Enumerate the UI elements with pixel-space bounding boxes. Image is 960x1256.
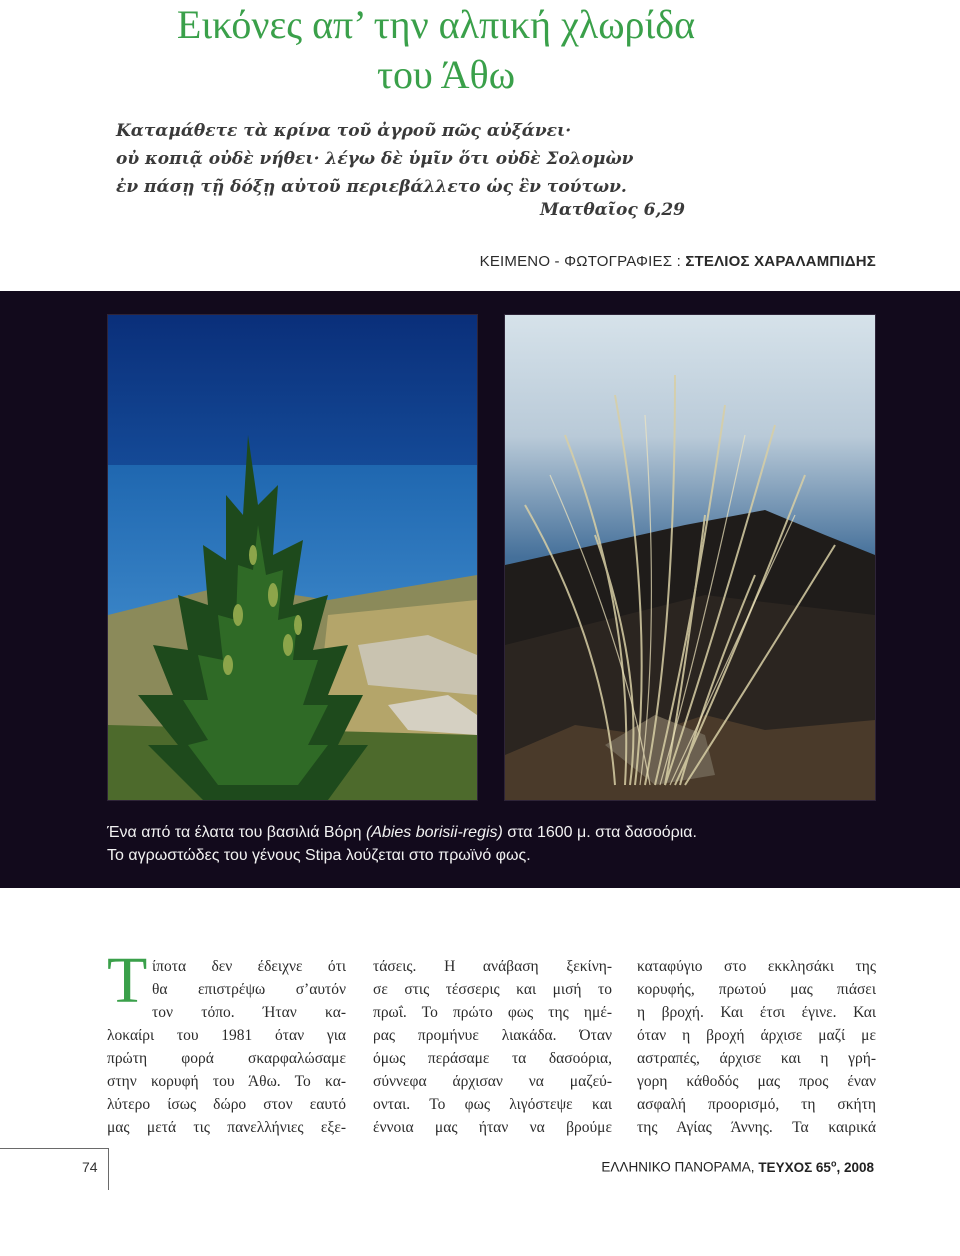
caption-text: Ένα από τα έλατα του βασιλιά Βόρη [107, 824, 366, 841]
article-title [0, 0, 872, 100]
body-line: πρωΐ. Το πρώτο φως της ημέ- [373, 1004, 612, 1021]
issue-number: ΤΕΥΧΟΣ 65 [758, 1159, 831, 1175]
quote-reference: Ματθαῖος 6,29 [540, 200, 685, 220]
drop-cap: Τ [107, 944, 148, 1017]
body-line: πρώτη φορά σκαρφαλώσαμε [107, 1050, 346, 1067]
body-line: της Αγίας Άννης. Τα καιρικά [637, 1119, 876, 1136]
quote-line: ἐν πάσῃ τῇ δόξῃ αὐτοῦ περιεβάλλετο ὡς ἓν τούτων. [116, 177, 627, 197]
photo-caption [107, 821, 867, 867]
article-credits [480, 253, 876, 270]
fir-tree-photo [107, 314, 478, 801]
title-line-1: Εικόνες απ’ την αλπική χλωρίδα [176, 2, 696, 47]
page-number: 74 [82, 1159, 98, 1175]
footer-divider-vertical [108, 1148, 109, 1190]
body-column-3 [637, 955, 876, 1139]
body-line: όταν η βροχή άρχισε μαζί με [637, 1027, 876, 1044]
epigraph-quote [116, 117, 736, 201]
caption-line-2: Το αγρωστώδες του γένους Stipa λούζεται στο πρωϊνό φως. [107, 847, 531, 864]
footer-divider [0, 1148, 108, 1149]
body-line: τάσεις. Η ανάβαση ξεκίνη- [373, 958, 612, 975]
body-line: σε στις τέσσερις και μισή το [373, 981, 612, 998]
issue-year: , 2008 [836, 1159, 874, 1175]
body-line: στην κορυφή του Άθω. Το κα- [107, 1073, 346, 1090]
title-line-2: του Άθω [376, 52, 516, 97]
body-line: ονται. Το φως λιγόστεψε και [373, 1096, 612, 1113]
credits-author: ΣΤΕΛΙΟΣ ΧΑΡΑΛΑΜΠΙΔΗΣ [685, 253, 876, 270]
quote-line: Καταμάθετε τὰ κρίνα τοῦ ἀγροῦ πῶς αὐξάνει· [116, 121, 572, 141]
caption-species: (Abies borisii-regis) [365, 824, 503, 841]
body-line: σύννεφα άρχισαν να μαζεύ- [373, 1073, 612, 1090]
issue-ordinal: ο [830, 1158, 837, 1168]
body-line: έννοια μας ήταν να βρούμε [373, 1119, 612, 1136]
body-line: ρας προμήνυε λιακάδα. Όταν [373, 1027, 612, 1044]
footer-magazine-info [601, 1158, 874, 1175]
body-line: κορυφής, πρωτού μας πιάσει [637, 981, 876, 998]
body-line: αστραπές, άρχισε και η γρή- [637, 1050, 876, 1067]
body-line: ασφαλή προορισμό, τη σκήτη [637, 1096, 876, 1113]
stipa-grass-photo [504, 314, 876, 801]
body-line: όμως περάσαμε τα δασοόρια, [373, 1050, 612, 1067]
body-line: η βροχή. Και έτσι έγινε. Και [637, 1004, 876, 1021]
body-column-1 [107, 944, 346, 1139]
credits-label: ΚΕΙΜΕΝΟ - ΦΩΤΟΓΡΑΦΙΕΣ : [479, 253, 686, 270]
body-line: γορη κάθοδός μας προς έναν [637, 1073, 876, 1090]
body-line: καταφύγιο στο εκκλησάκι της [637, 958, 876, 975]
caption-text: στα 1600 μ. στα δασοόρια. [502, 824, 697, 841]
photo-panel [0, 291, 960, 888]
body-line: τον τόπο. Ήταν κα- [152, 1004, 346, 1021]
magazine-name: ΕΛΛΗΝΙΚΟ ΠΑΝΟΡΑΜΑ, [601, 1159, 759, 1175]
body-column-2 [373, 955, 612, 1139]
body-line: λύτερο ίσως δώρο στον εαυτό [107, 1096, 346, 1113]
caption-line-1 [107, 821, 867, 844]
body-line: θα επιστρέψω σ’αυτόν [152, 981, 346, 998]
body-line: μας μετά τις πανελλήνιες εξε- [107, 1119, 346, 1136]
issue-label [758, 1160, 874, 1175]
body-line: ίποτα δεν έδειχνε ότι [152, 958, 346, 975]
quote-line: οὐ κοπιᾷ οὐδὲ νήθει· λέγω δὲ ὑμῖν ὅτι οὐδὲ Σολομὼν [116, 149, 634, 169]
body-line: λοκαίρι του 1981 όταν για [107, 1027, 346, 1044]
